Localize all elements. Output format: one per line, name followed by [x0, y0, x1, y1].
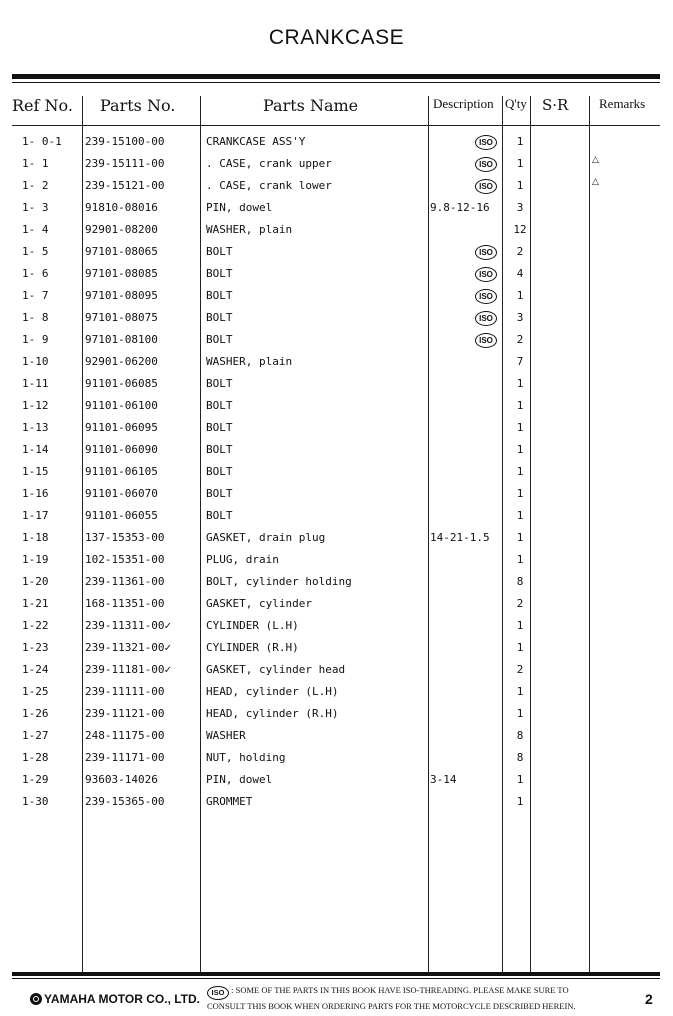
ref-no-cell: 1- 3 — [22, 201, 49, 214]
quantity-cell: 1 — [516, 619, 524, 632]
page-number: 2 — [645, 991, 653, 1007]
iso-threading-icon: ISO — [475, 267, 497, 282]
table-row — [0, 131, 673, 153]
iso-note-line2: CONSULT THIS BOOK WHEN ORDERING PARTS FOR THE MOTORCYCLE DESCRIBED HEREIN. — [207, 1001, 576, 1011]
part-name-cell: PIN, dowel — [206, 201, 273, 214]
iso-threading-icon: ISO — [475, 311, 497, 326]
part-number-cell: 92901-06200 — [85, 355, 158, 368]
part-number-cell: 239-11171-00 — [85, 751, 165, 764]
part-name-cell: PLUG, drain — [206, 553, 279, 566]
part-number-cell: 239-11311-00✓ — [85, 619, 172, 632]
part-number-cell: 239-15100-00 — [85, 135, 165, 148]
header-top-rule-thin — [12, 82, 660, 83]
part-name-cell: BOLT — [206, 333, 233, 346]
table-row — [0, 439, 673, 461]
part-number-cell: 248-11175-00 — [85, 729, 165, 742]
table-row — [0, 241, 673, 263]
ref-no-cell: 1- 9 — [22, 333, 49, 346]
ref-no-cell: 1-19 — [22, 553, 49, 566]
quantity-cell: 3 — [516, 201, 524, 214]
part-number-cell: 93603-14026 — [85, 773, 158, 786]
table-row — [0, 263, 673, 285]
ref-no-cell: 1- 1 — [22, 157, 49, 170]
part-name-cell: PIN, dowel — [206, 773, 273, 786]
quantity-cell: 1 — [516, 179, 524, 192]
part-name-cell: BOLT — [206, 487, 233, 500]
table-row — [0, 351, 673, 373]
quantity-cell: 1 — [516, 487, 524, 500]
part-number-cell: 102-15351-00 — [85, 553, 165, 566]
part-name-cell: BOLT — [206, 443, 233, 456]
ref-no-cell: 1-14 — [22, 443, 49, 456]
table-row — [0, 395, 673, 417]
ref-no-cell: 1-11 — [22, 377, 49, 390]
part-number-cell: 97101-08075 — [85, 311, 158, 324]
part-name-cell: HEAD, cylinder (R.H) — [206, 707, 339, 720]
ref-no-cell: 1-27 — [22, 729, 49, 742]
part-name-cell: BOLT — [206, 509, 233, 522]
ref-no-cell: 1- 7 — [22, 289, 49, 302]
quantity-cell: 7 — [516, 355, 524, 368]
part-name-cell: GASKET, drain plug — [206, 531, 326, 544]
iso-threading-icon: ISO — [475, 245, 497, 260]
part-number-cell: 91101-06090 — [85, 443, 158, 456]
part-name-cell: CRANKCASE ASS'Y — [206, 135, 306, 148]
description-cell: 14-21-1.5 — [430, 531, 490, 544]
part-name-cell: HEAD, cylinder (L.H) — [206, 685, 339, 698]
part-name-cell: BOLT — [206, 377, 233, 390]
part-name-cell: BOLT — [206, 421, 233, 434]
ref-no-cell: 1-26 — [22, 707, 49, 720]
part-number-cell: 91101-06105 — [85, 465, 158, 478]
table-row — [0, 527, 673, 549]
part-name-cell: BOLT — [206, 399, 233, 412]
table-row — [0, 637, 673, 659]
header-divider — [12, 125, 660, 126]
table-row — [0, 373, 673, 395]
table-row — [0, 483, 673, 505]
part-number-cell: 97101-08085 — [85, 267, 158, 280]
part-name-cell: WASHER, plain — [206, 223, 293, 236]
table-row — [0, 329, 673, 351]
quantity-cell: 2 — [516, 597, 524, 610]
table-row — [0, 417, 673, 439]
header-description: Description — [433, 96, 494, 111]
table-row — [0, 219, 673, 241]
table-row — [0, 703, 673, 725]
part-number-cell: 91101-06055 — [85, 509, 158, 522]
part-name-cell: BOLT — [206, 267, 233, 280]
quantity-cell: 1 — [516, 707, 524, 720]
table-row — [0, 461, 673, 483]
header-remarks: Remarks — [599, 96, 646, 111]
quantity-cell: 2 — [516, 245, 524, 258]
part-number-cell: 91810-08016 — [85, 201, 158, 214]
ref-no-cell: 1-23 — [22, 641, 49, 654]
part-name-cell: . CASE, crank lower — [206, 179, 332, 192]
table-row — [0, 307, 673, 329]
page-title: CRANKCASE — [268, 26, 405, 49]
ref-no-cell: 1-22 — [22, 619, 49, 632]
ref-no-cell: 1-17 — [22, 509, 49, 522]
iso-footnote — [207, 984, 627, 1013]
part-number-cell: 91101-06085 — [85, 377, 158, 390]
yamaha-logo — [30, 992, 200, 1006]
part-name-cell: BOLT, cylinder holding — [206, 575, 352, 588]
ref-no-cell: 1-10 — [22, 355, 49, 368]
remark-triangle-icon: △ — [592, 177, 599, 187]
ref-no-cell: 1-15 — [22, 465, 49, 478]
quantity-cell: 1 — [516, 465, 524, 478]
part-name-cell: BOLT — [206, 289, 233, 302]
iso-note-line1: : SOME OF THE PARTS IN THIS BOOK HAVE ISO-THREADING. PLEASE MAKE SURE TO — [231, 985, 569, 995]
table-row — [0, 549, 673, 571]
quantity-cell: 1 — [516, 641, 524, 654]
iso-threading-icon: ISO — [475, 157, 497, 172]
part-number-cell: 239-11321-00✓ — [85, 641, 172, 654]
quantity-cell: 8 — [516, 575, 524, 588]
ref-no-cell: 1-25 — [22, 685, 49, 698]
quantity-cell: 1 — [516, 157, 524, 170]
quantity-cell: 1 — [516, 795, 524, 808]
iso-threading-icon: ISO — [475, 289, 497, 304]
ref-no-cell: 1-13 — [22, 421, 49, 434]
company-name: YAMAHA MOTOR CO., LTD. — [44, 992, 200, 1006]
ref-no-cell: 1-18 — [22, 531, 49, 544]
part-number-cell: 239-15121-00 — [85, 179, 165, 192]
ref-no-cell: 1- 0-1 — [22, 135, 62, 148]
part-name-cell: NUT, holding — [206, 751, 286, 764]
part-number-cell: 239-11121-00 — [85, 707, 165, 720]
header-ref-no: Ref No. — [12, 96, 73, 115]
part-name-cell: BOLT — [206, 245, 233, 258]
header-top-rule — [12, 74, 660, 79]
iso-symbol-icon: ISO — [207, 986, 229, 1000]
part-name-cell: WASHER — [206, 729, 246, 742]
part-name-cell: GROMMET — [206, 795, 253, 808]
remark-triangle-icon: △ — [592, 155, 599, 165]
quantity-cell: 2 — [516, 663, 524, 676]
part-number-cell: 239-15111-00 — [85, 157, 165, 170]
table-row — [0, 681, 673, 703]
ref-no-cell: 1- 5 — [22, 245, 49, 258]
table-row — [0, 285, 673, 307]
ref-no-cell: 1- 6 — [22, 267, 49, 280]
iso-threading-icon: ISO — [475, 135, 497, 150]
quantity-cell: 1 — [516, 443, 524, 456]
ref-no-cell: 1-28 — [22, 751, 49, 764]
quantity-cell: 1 — [516, 421, 524, 434]
ref-no-cell: 1-20 — [22, 575, 49, 588]
quantity-cell: 1 — [516, 553, 524, 566]
ref-no-cell: 1-12 — [22, 399, 49, 412]
table-row — [0, 615, 673, 637]
part-name-cell: CYLINDER (L.H) — [206, 619, 299, 632]
ref-no-cell: 1- 2 — [22, 179, 49, 192]
ref-no-cell: 1- 4 — [22, 223, 49, 236]
quantity-cell: 1 — [516, 399, 524, 412]
footer-rule — [12, 972, 660, 976]
part-number-cell: 239-11361-00 — [85, 575, 165, 588]
part-number-cell: 97101-08095 — [85, 289, 158, 302]
table-row — [0, 153, 673, 175]
table-row — [0, 593, 673, 615]
quantity-cell: 1 — [516, 509, 524, 522]
ref-no-cell: 1-29 — [22, 773, 49, 786]
quantity-cell: 8 — [516, 729, 524, 742]
ref-no-cell: 1-16 — [22, 487, 49, 500]
part-name-cell: . CASE, crank upper — [206, 157, 332, 170]
part-number-cell: 97101-08100 — [85, 333, 158, 346]
table-row — [0, 505, 673, 527]
part-name-cell: GASKET, cylinder — [206, 597, 312, 610]
part-name-cell: BOLT — [206, 465, 233, 478]
iso-threading-icon: ISO — [475, 333, 497, 348]
header-parts-name: Parts Name — [263, 96, 359, 115]
part-number-cell: 168-11351-00 — [85, 597, 165, 610]
description-cell: 3-14 — [430, 773, 457, 786]
part-number-cell: 239-15365-00 — [85, 795, 165, 808]
footer-rule-thin — [12, 978, 660, 979]
ref-no-cell: 1- 8 — [22, 311, 49, 324]
part-number-cell: 97101-08065 — [85, 245, 158, 258]
part-number-cell: 239-11111-00 — [85, 685, 165, 698]
quantity-cell: 1 — [516, 531, 524, 544]
ref-no-cell: 1-30 — [22, 795, 49, 808]
part-name-cell: CYLINDER (R.H) — [206, 641, 299, 654]
header-qty: Q'ty — [505, 96, 527, 111]
table-row — [0, 659, 673, 681]
table-row — [0, 725, 673, 747]
table-row — [0, 791, 673, 813]
quantity-cell: 2 — [516, 333, 524, 346]
part-number-cell: 91101-06095 — [85, 421, 158, 434]
table-row — [0, 571, 673, 593]
part-number-cell: 91101-06100 — [85, 399, 158, 412]
part-name-cell: BOLT — [206, 311, 233, 324]
quantity-cell: 1 — [516, 135, 524, 148]
yamaha-tuning-fork-icon — [30, 993, 42, 1005]
part-number-cell: 92901-08200 — [85, 223, 158, 236]
ref-no-cell: 1-24 — [22, 663, 49, 676]
quantity-cell: 1 — [516, 377, 524, 390]
part-name-cell: WASHER, plain — [206, 355, 293, 368]
table-row — [0, 197, 673, 219]
part-number-cell: 137-15353-00 — [85, 531, 165, 544]
description-cell: 9.8-12-16 — [430, 201, 490, 214]
quantity-cell: 1 — [516, 685, 524, 698]
quantity-cell: 12 — [513, 223, 527, 236]
table-row — [0, 175, 673, 197]
table-row — [0, 747, 673, 769]
header-parts-no: Parts No. — [100, 96, 176, 115]
header-sr: S·R — [542, 96, 569, 114]
quantity-cell: 3 — [516, 311, 524, 324]
table-row — [0, 769, 673, 791]
quantity-cell: 1 — [516, 773, 524, 786]
part-name-cell: GASKET, cylinder head — [206, 663, 346, 676]
part-number-cell: 91101-06070 — [85, 487, 158, 500]
part-number-cell: 239-11181-00✓ — [85, 663, 172, 676]
quantity-cell: 1 — [516, 289, 524, 302]
quantity-cell: 8 — [516, 751, 524, 764]
ref-no-cell: 1-21 — [22, 597, 49, 610]
iso-threading-icon: ISO — [475, 179, 497, 194]
quantity-cell: 4 — [516, 267, 524, 280]
